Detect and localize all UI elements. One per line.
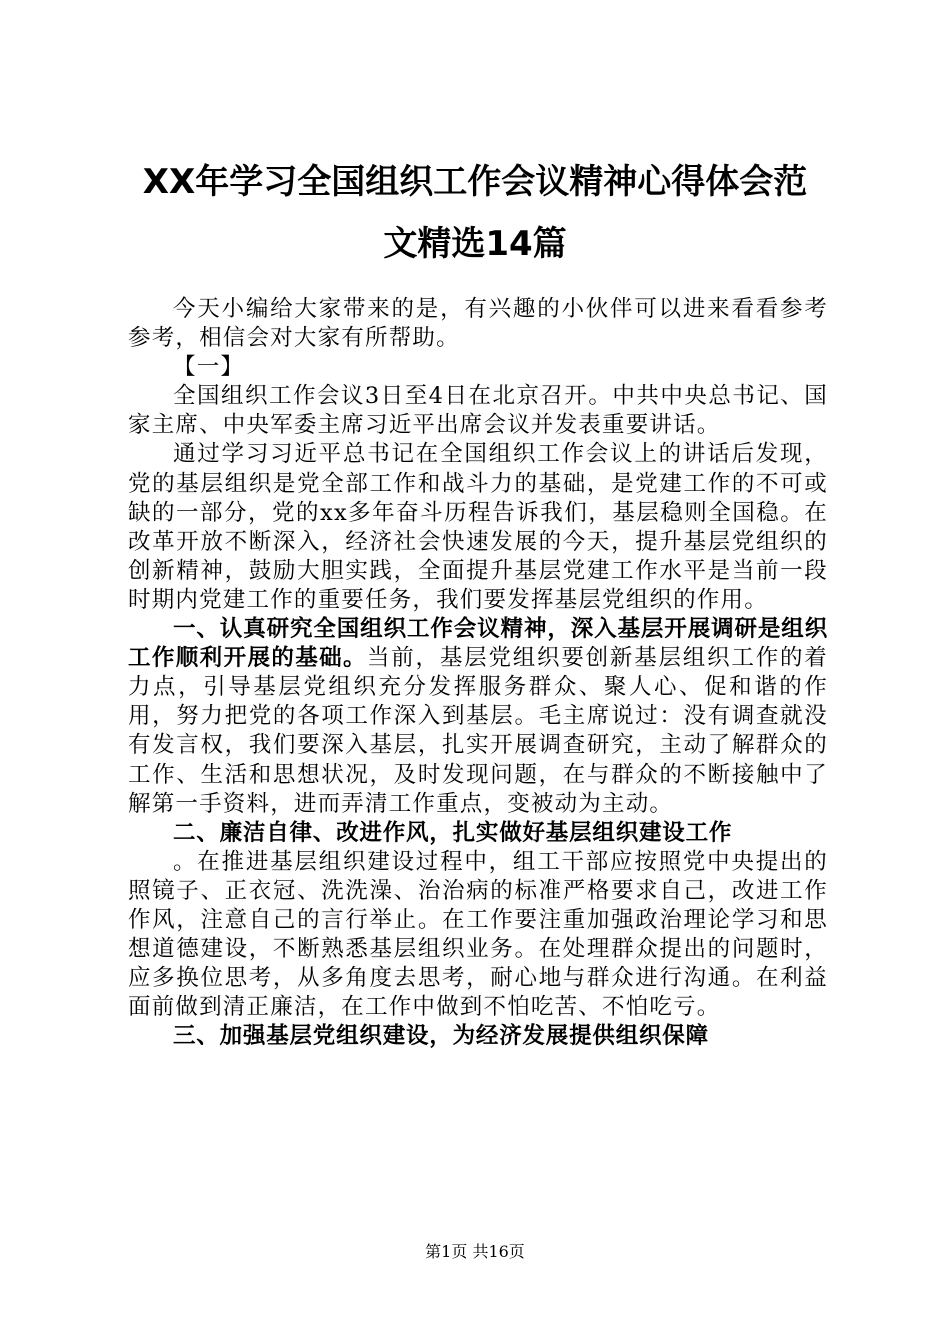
section-heading-3: 三、加强基层党组织建设，为经济发展提供组织保障	[173, 1023, 709, 1050]
document-title-line1: XX年学习全国组织工作会议精神心得体会范	[142, 162, 808, 202]
section-heading-2: 二、廉洁自律、改进作风，扎实做好基层组织建设工作	[173, 819, 733, 846]
paragraph-4: 。在推进基层组织建设过程中，组工干部应按照党中央提出的照镜子、正衣冠、洗洗澡、治治病的标准严格要求自己，改进工作作风，注意自己的言行举止。在工作要注重加强政治理论学习和思想道德建设，不断熟悉基层组织业务。在处理群众提出的问题时，应多换位思考，从多角度去思考，耐心地与群众进行沟通。在利益面前做到清正廉洁，在工作中做到不怕吃苦、不怕吃亏。	[128, 848, 828, 1021]
paragraph-3	[128, 615, 828, 819]
paragraph-1: 全国组织工作会议3日至4日在北京召开。中共中央总书记、国家主席、中央军委主席习近平出席会议并发表重要讲话。	[128, 383, 828, 439]
page-footer: 第1页 共16页	[425, 1242, 525, 1261]
paragraph-3-text: 当前，基层党组织要创新基层组织工作的着力点，引导基层党组织充分发挥服务群众、聚人心、促和谐的作用，努力把党的各项工作深入到基层。毛主席说过：没有调查就没有发言权，我们要深入基层，扎实开展调查研究，主动了解群众的工作、生活和思想状况，及时发现问题，在与群众的不断接触中了解第一手资料，进而弄清工作重点，变被动为主动。	[128, 645, 828, 817]
document-body	[128, 295, 828, 1051]
section-marker: 【一】	[173, 354, 245, 381]
paragraph-2: 通过学习习近平总书记在全国组织工作会议上的讲话后发现，党的基层组织是党全部工作和战斗力的基础，是党建工作的不可或缺的一部分，党的xx多年奋斗历程告诉我们，基层稳则全国稳。在改革开放不断深入，经济社会快速发展的今天，提升基层党组织的创新精神，鼓励大胆实践，全面提升基层党建工作水平是当前一段时期内党建工作的重要任务，我们要发挥基层党组织的作用。	[128, 441, 828, 613]
document-title-line2: 文精选14篇	[383, 224, 567, 264]
section-heading-1: 一、认真研究全国组织工作会议精神，深入基层开展调研是组织工作顺利开展的基础。	[128, 616, 828, 672]
intro-paragraph: 今天小编给大家带来的是，有兴趣的小伙伴可以进来看看参考参考，相信会对大家有所帮助。	[128, 296, 828, 352]
